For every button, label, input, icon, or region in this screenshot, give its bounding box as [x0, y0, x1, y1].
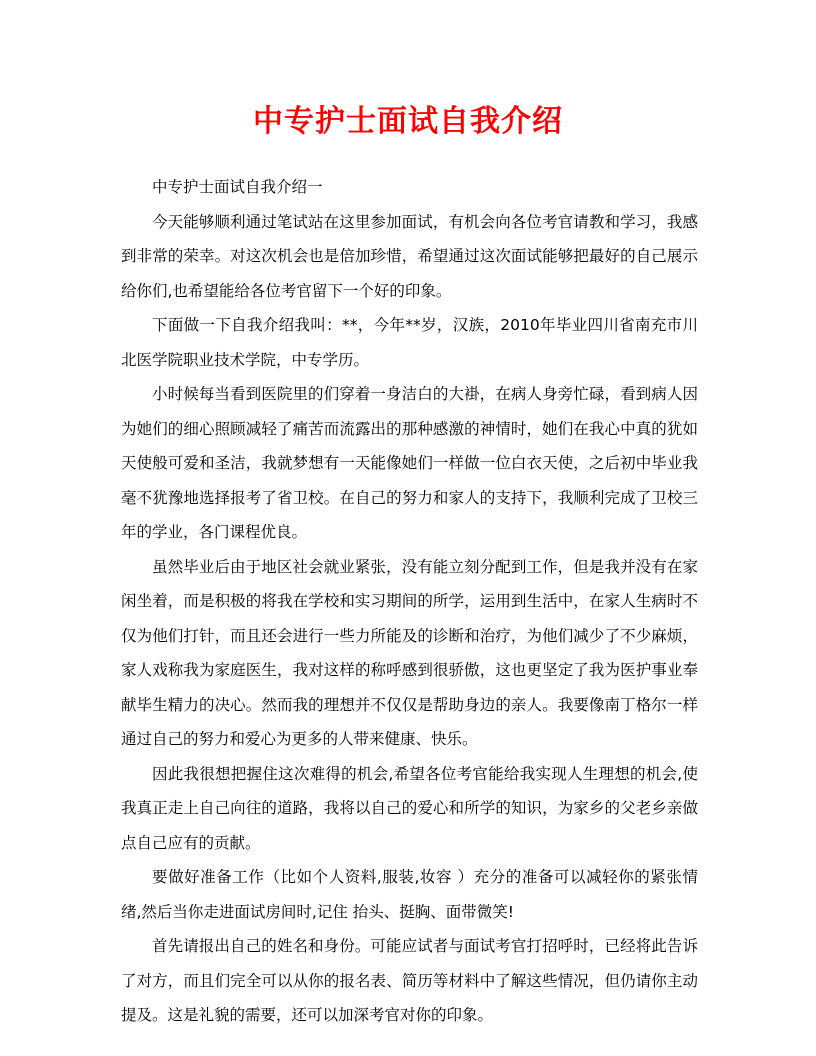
paragraph: 虽然毕业后由于地区社会就业紧张，没有能立刻分配到工作，但是我并没有在家闲坐着，而是积极的将我在学校和实习期间的所学，运用到生活中，在家人生病时不仅为他们打针，而且还会进行一些力所能及的诊断和治疗，为他们减少了不少麻烦，家人戏称我为家庭医生，我对这样的称呼感到很骄傲，这也更坚定了我为医护事业奉献毕生精力的决心。然而我的理想并不仅仅是帮助身边的亲人。我要像南丁格尔一样通过自己的努力和爱心为更多的人带来健康、快乐。	[121, 557, 698, 748]
paragraph: 因此我很想把握住这次难得的机会,希望各位考官能给我实现人生理想的机会,使我真正走上自己向往的道路，我将以自己的爱心和所学的知识，为家乡的父老乡亲做点自己应有的贡献。	[121, 764, 698, 852]
paragraph: 要做好准备工作（比如个人资料,服装,妆容 ）充分的准备可以减轻你的紧张情绪,然后当你走进面试房间时,记住 抬头、挺胸、面带微笑!	[121, 868, 698, 921]
document-body	[121, 170, 698, 1033]
paragraph: 今天能够顺利通过笔试站在这里参加面试，有机会向各位考官请教和学习，我感到非常的荣幸。对这次机会也是倍加珍惜，希望通过这次面试能够把最好的自己展示给你们,也希望能给各位考官留下一个好的印象。	[121, 212, 698, 300]
paragraph: 首先请报出自己的姓名和身份。可能应试者与面试考官打招呼时，已经将此告诉了对方，而且们完全可以从你的报名表、简历等材料中了解这些情况，但仍请你主动提及。这是礼貌的需要，还可以加深考官对你的印象。	[121, 937, 698, 1024]
paragraph: 下面做一下自我介绍我叫：**，今年**岁，汉族，2010年毕业四川省南充市川北医学院职业技术学院，中专学历。	[121, 316, 698, 369]
paragraph-heading: 中专护士面试自我介绍一	[152, 178, 323, 196]
paragraph: 小时候每当看到医院里的们穿着一身洁白的大褂，在病人身旁忙碌，看到病人因为她们的细心照顾减轻了痛苦而流露出的那种感激的神情时，她们在我心中真的犹如天使般可爱和圣洁，我就梦想有一天能像她们一样做一位白衣天使，之后初中毕业我毫不犹豫地选择报考了省卫校。在自己的努力和家人的支持下，我顺利完成了卫校三年的学业，各门课程优良。	[121, 385, 698, 541]
document-title: 中专护士面试自我介绍	[253, 104, 563, 139]
